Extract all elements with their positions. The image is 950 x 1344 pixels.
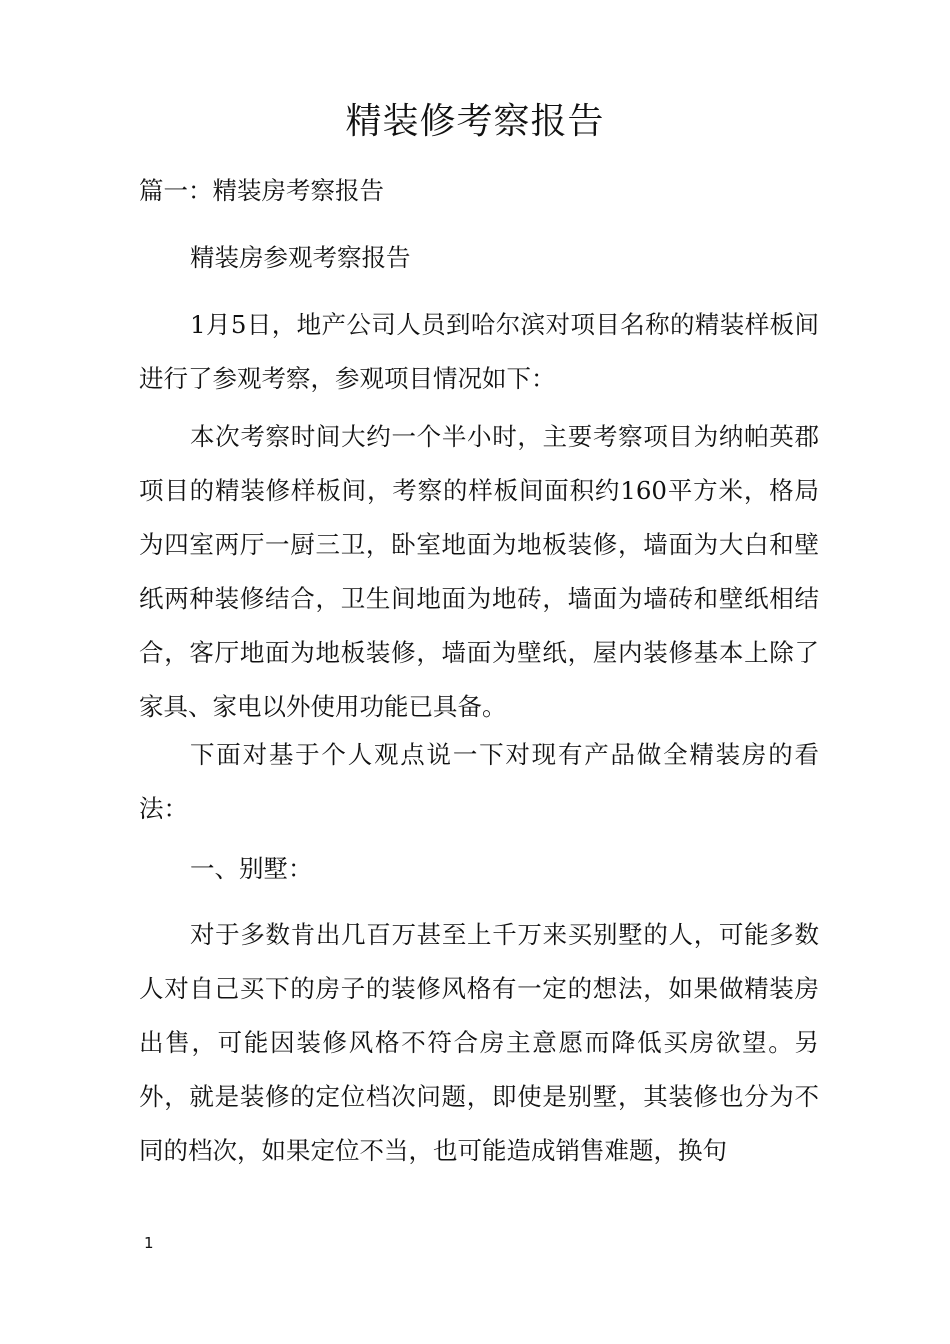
paragraph-opinion: 下面对基于个人观点说一下对现有产品做全精装房的看法：	[139, 740, 819, 823]
sub-title: 精装房参观考察报告	[190, 243, 411, 272]
document-title: 精装修考察报告	[345, 101, 605, 142]
heading-villa: 一、别墅：	[190, 854, 313, 883]
section-heading: 篇一：精装房考察报告	[139, 176, 384, 205]
paragraph-intro: 1月5日，地产公司人员到哈尔滨对项目名称的精装样板间进行了参观考察，参观项目情况如下：	[139, 310, 819, 393]
paragraph-inspection: 本次考察时间大约一个半小时，主要考察项目为纳帕英郡项目的精装修样板间，考察的样板间面积约160平方米，格局为四室两厅一厨三卫，卧室地面为地板装修，墙面为大白和壁纸两种装修结合，卫生间地面为地砖，墙面为墙砖和壁纸相结合，客厅地面为地板装修，墙面为壁纸，屋内装修基本上除了家具、家电以外使用功能已具备。	[139, 422, 819, 721]
page-number: 1	[144, 1234, 154, 1252]
paragraph-villa: 对于多数肯出几百万甚至上千万来买别墅的人，可能多数人对自己买下的房子的装修风格有一定的想法，如果做精装房出售，可能因装修风格不符合房主意愿而降低买房欲望。另外，就是装修的定位档次问题，即使是别墅，其装修也分为不同的档次，如果定位不当，也可能造成销售难题，换句	[139, 920, 819, 1165]
